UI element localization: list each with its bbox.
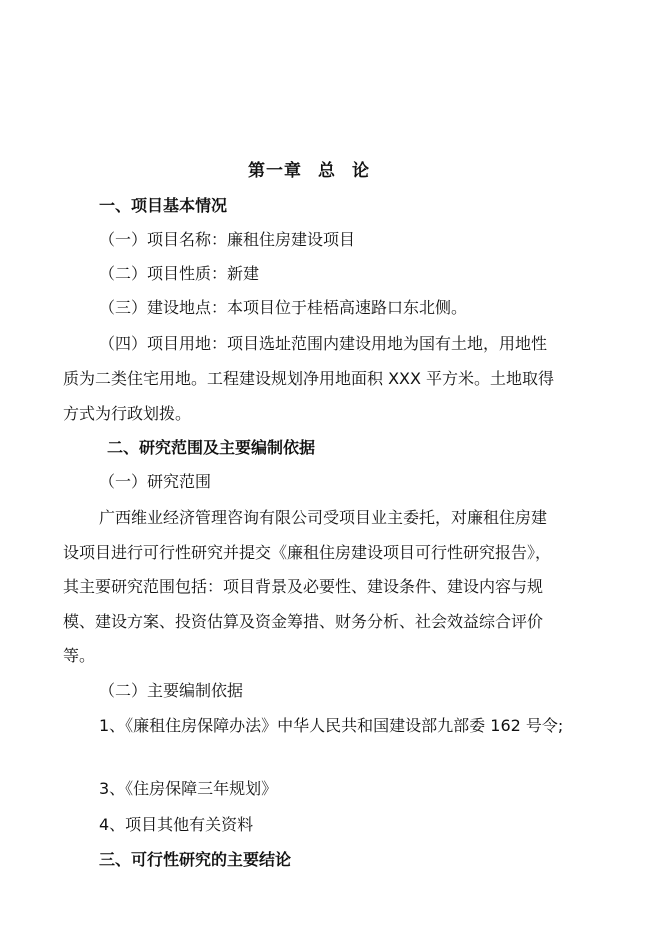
scope-para-line-1: 广西维业经济管理咨询有限公司受项目业主委托，对廉租住房建 bbox=[99, 508, 548, 527]
scope-para-line-4: 模、建设方案、投资估算及资金筹措、财务分析、社会效益综合评价 bbox=[63, 612, 544, 631]
basis-item-3: 3、《住房保障三年规划》 bbox=[99, 779, 278, 798]
project-name: （一）项目名称：廉租住房建设项目 bbox=[99, 230, 356, 249]
project-nature: （二）项目性质：新建 bbox=[99, 264, 260, 283]
chapter-title bbox=[248, 161, 370, 181]
basis-item-4: 4、项目其他有关资料 bbox=[99, 815, 254, 834]
project-location: （三）建设地点：本项目位于桂梧高速路口东北侧。 bbox=[99, 298, 468, 317]
scope-para-line-2: 设项目进行可行性研究并提交《廉租住房建设项目可行性研究报告》， bbox=[63, 543, 552, 562]
project-land-line-2: 质为二类住宅用地。工程建设规划净用地面积 XXX 平方米。土地取得 bbox=[63, 369, 555, 388]
scope-para-line-5: 等。 bbox=[63, 646, 96, 665]
basis-item-1: 1、《廉租住房保障办法》中华人民共和国建设部九部委 162 号令; bbox=[99, 716, 564, 735]
project-land-line-3: 方式为行政划拨。 bbox=[63, 404, 192, 423]
project-land-line-1: （四）项目用地：项目选址范围内建设用地为国有土地，用地性 bbox=[99, 334, 548, 353]
research-scope-heading: （一）研究范围 bbox=[99, 472, 212, 491]
chapter-title-char-2: 论 bbox=[352, 161, 370, 181]
section-heading-1: 一、项目基本情况 bbox=[99, 196, 228, 215]
section-heading-2: 二、研究范围及主要编制依据 bbox=[107, 438, 316, 457]
section-heading-3: 三、可行性研究的主要结论 bbox=[99, 850, 292, 869]
chapter-number: 第一章 bbox=[248, 161, 302, 181]
basis-heading: （二）主要编制依据 bbox=[99, 681, 244, 700]
scope-para-line-3: 其主要研究范围包括：项目背景及必要性、建设条件、建设内容与规 bbox=[63, 577, 544, 596]
chapter-title-char-1: 总 bbox=[318, 161, 336, 181]
